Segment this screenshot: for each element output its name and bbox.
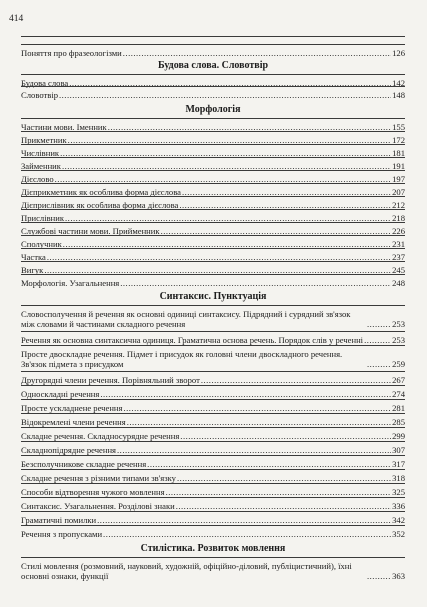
toc-entry-page: 342	[392, 515, 405, 525]
toc-entry-title: Просте ускладнене речення	[21, 403, 123, 413]
toc-entry-title: Синтаксис. Узагальнення. Розділові знаки	[21, 501, 175, 511]
toc-entry[interactable]	[21, 86, 405, 100]
toc-entry-title: Числівник	[21, 148, 60, 158]
toc-entry-title: Морфологія. Узагальнення	[21, 278, 120, 288]
toc-entry[interactable]	[21, 209, 405, 223]
toc-entry-title: Поняття про фразеологізми	[21, 48, 122, 58]
toc-entry[interactable]	[21, 455, 405, 469]
toc-entry-page: 259	[392, 359, 405, 369]
toc-entry-page: 142	[392, 78, 405, 88]
toc-entry[interactable]	[21, 183, 405, 197]
toc-entry[interactable]	[21, 427, 405, 441]
toc-entry-title: Словотвір	[21, 90, 58, 100]
toc-entry-title: Вигук	[21, 265, 44, 275]
toc-entry-page: 237	[392, 252, 405, 262]
page-number: 414	[9, 14, 24, 24]
toc-entry[interactable]	[21, 399, 405, 413]
toc-entry[interactable]	[21, 557, 405, 581]
toc-entry-title: Безсполучникове складне речення	[21, 459, 147, 469]
top-rule	[21, 36, 405, 37]
toc-entry-page: 363	[392, 571, 405, 581]
toc-entry-page: 253	[392, 335, 405, 345]
toc-entry[interactable]	[21, 261, 405, 275]
toc-entry-title: Прикметник	[21, 135, 67, 145]
toc-entry-title: Дієприкметник як особлива форма дієслова	[21, 187, 181, 197]
toc-entry-page: 126	[392, 48, 405, 58]
toc-entry-page: 197	[392, 174, 405, 184]
toc-entry[interactable]	[21, 274, 405, 288]
toc-entry-page: 267	[392, 375, 405, 385]
toc-entry[interactable]	[21, 44, 405, 58]
toc-entry[interactable]	[21, 469, 405, 483]
toc-entry[interactable]	[21, 371, 405, 385]
toc-entry-page: 226	[392, 226, 405, 236]
toc-entry-title: Складне речення з різними типами зв'язку	[21, 473, 176, 483]
toc-entry[interactable]	[21, 170, 405, 184]
toc-entry-title: Складне речення. Складносурядне речення	[21, 431, 180, 441]
toc-entry-page: 172	[392, 135, 405, 145]
toc-entry[interactable]	[21, 345, 405, 369]
toc-entry-page: 336	[392, 501, 405, 511]
toc-entry-title: Прислівник	[21, 213, 65, 223]
toc-entry-title: Частини мови. Іменник	[21, 122, 107, 132]
toc-entry-title: Стилі мовлення (розмовний, науковий, художній, офіційно-діловий, публіцистичний), їхні основні ознаки, функції	[21, 561, 352, 581]
toc-entry-title: Відокремлені члени речення	[21, 417, 126, 427]
toc-entry-title: Другорядні члени речення. Порівняльний зворот	[21, 375, 200, 385]
section-heading: Будова слова. Словотвір	[157, 60, 269, 71]
toc-entry-title: Словосполучення й речення як основні одиниці синтаксису. Підрядний і сурядний зв'язок між словами й частинами складного речення	[21, 309, 351, 329]
toc-entry[interactable]	[21, 497, 405, 511]
section-heading: Синтаксис. Пунктуація	[159, 291, 267, 302]
toc-entry[interactable]	[21, 483, 405, 497]
toc-entry[interactable]	[21, 196, 405, 210]
toc-entry[interactable]	[21, 131, 405, 145]
toc-entry-title: Сполучник	[21, 239, 62, 249]
toc-entry-title: Службові частини мови. Прийменник	[21, 226, 160, 236]
toc-entry-page: 148	[392, 90, 405, 100]
toc-entry[interactable]	[21, 385, 405, 399]
toc-entry-title: Складнопідрядне речення	[21, 445, 117, 455]
toc-entry-page: 318	[392, 473, 405, 483]
toc-entry-page: 245	[392, 265, 405, 275]
toc-entry[interactable]	[21, 157, 405, 171]
toc-entry-page: 231	[392, 239, 405, 249]
toc-entry-page: 274	[392, 389, 405, 399]
toc-entry-page: 212	[392, 200, 405, 210]
toc-entry[interactable]	[21, 118, 405, 132]
toc-entry-title: Будова слова	[21, 78, 69, 88]
toc-entry-page: 181	[392, 148, 405, 158]
toc-entry-title: Дієприслівник як особлива форма дієслова	[21, 200, 179, 210]
toc-entry-page: 352	[392, 529, 405, 539]
toc-entry[interactable]	[21, 441, 405, 455]
toc-entry[interactable]	[21, 413, 405, 427]
toc-entry[interactable]	[21, 235, 405, 249]
toc-entry-page: 253	[392, 319, 405, 329]
toc-entry-title: Займенник	[21, 161, 61, 171]
toc-entry-page: 299	[392, 431, 405, 441]
toc-entry-title: Дієслово	[21, 174, 54, 184]
toc-entry-page: 317	[392, 459, 405, 469]
section-heading: Стилістика. Розвиток мовлення	[140, 543, 286, 554]
toc-entry[interactable]	[21, 331, 405, 345]
toc-entry[interactable]	[21, 248, 405, 262]
toc-entry-title: Речення з пропусками	[21, 529, 103, 539]
section-heading: Морфологія	[185, 104, 241, 115]
toc-entry-page: 191	[392, 161, 405, 171]
toc-entry-page: 325	[392, 487, 405, 497]
toc-entry-page: 155	[392, 122, 405, 132]
toc-entry-page: 207	[392, 187, 405, 197]
toc-entry[interactable]	[21, 222, 405, 236]
toc-entry[interactable]	[21, 525, 405, 539]
toc-entry-title: Просте двоскладне речення. Підмет і присудок як головні члени двоскладного речення. Зв'язок підмета з присудком	[21, 349, 343, 369]
toc-entry-page: 285	[392, 417, 405, 427]
toc-entry[interactable]	[21, 144, 405, 158]
toc-entry-title: Частка	[21, 252, 46, 262]
toc-entry[interactable]	[21, 305, 405, 329]
toc-entry[interactable]	[21, 511, 405, 525]
toc-entry-page: 218	[392, 213, 405, 223]
toc-entry-title: Односкладні речення	[21, 389, 100, 399]
toc-entry-page: 307	[392, 445, 405, 455]
toc-entry-title: Граматичні помилки	[21, 515, 97, 525]
toc-entry-page: 248	[392, 278, 405, 288]
toc-entry-title: Речення як основна синтаксична одиниця. Граматична основа речень. Порядок слів у реченні	[21, 335, 364, 345]
toc-entry-title: Способи відтворення чужого мовлення	[21, 487, 165, 497]
toc-entry-page: 281	[392, 403, 405, 413]
